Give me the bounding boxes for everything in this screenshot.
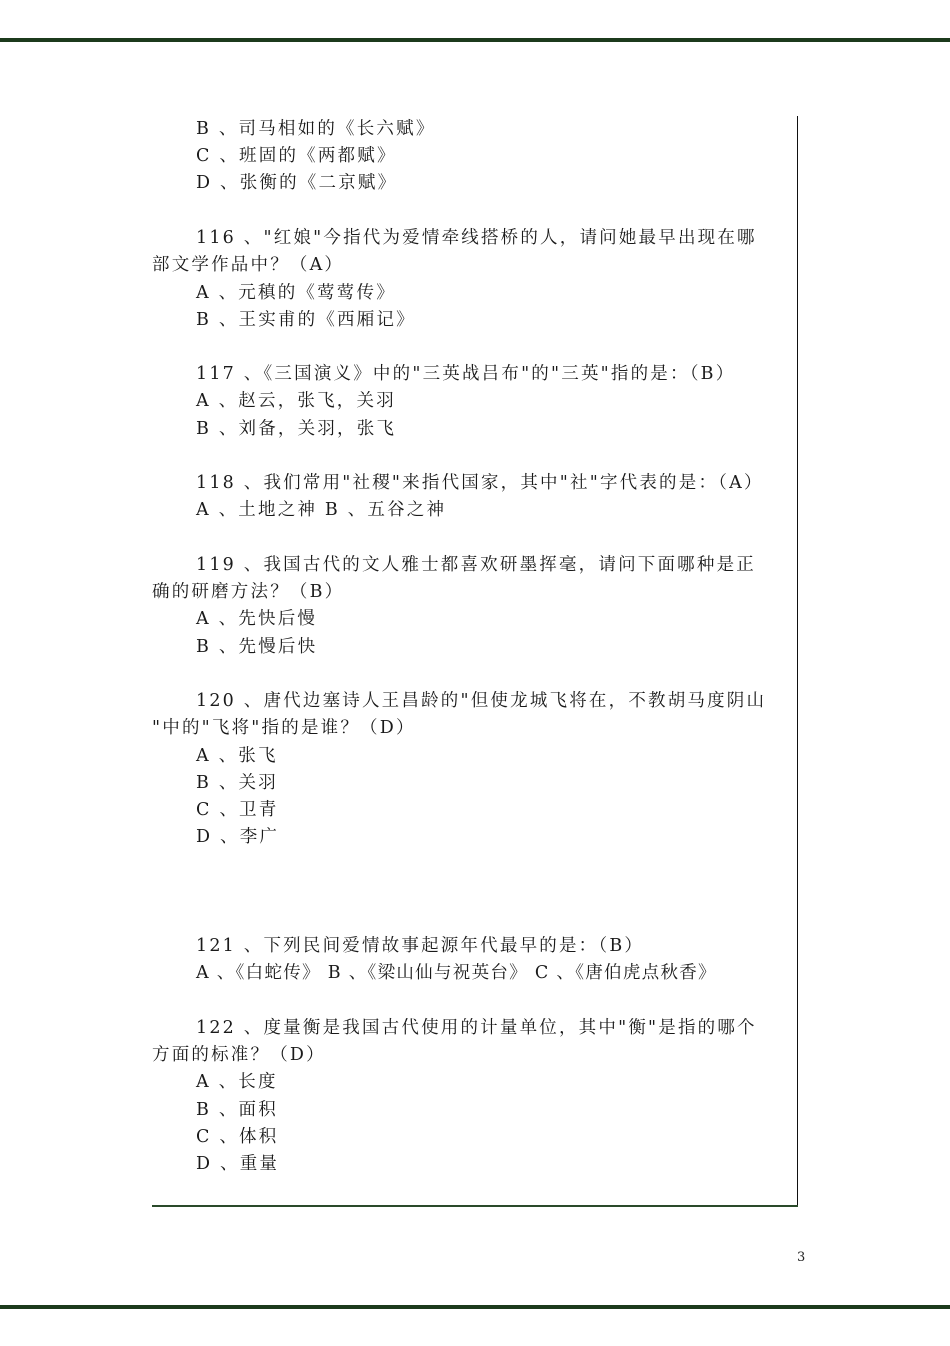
question-119: 119 、我国古代的文人雅士都喜欢研墨挥毫，请问下面哪种是正	[196, 555, 756, 575]
option-line: B 、司马相如的《长六赋》	[196, 119, 436, 139]
option-line: C 、卫青	[196, 800, 279, 820]
option-line: D 、重量	[196, 1154, 280, 1174]
option-line: B 、面积	[196, 1100, 278, 1120]
question-119-cont: 确的研磨方法？（B）	[152, 582, 345, 602]
option-line: D 、张衡的《二京赋》	[196, 173, 398, 193]
question-120-cont: "中的"飞将"指的是谁？（D）	[152, 718, 416, 738]
option-line: A 、《白蛇传》 B 、《梁山仙与祝英台》 C 、《唐伯虎点秋香》	[196, 963, 717, 983]
option-line: A 、张飞	[196, 746, 278, 766]
question-117: 117 、《三国演义》中的"三英战吕布"的"三英"指的是：（B）	[196, 364, 736, 384]
right-margin-line	[797, 116, 798, 1206]
page-number: 3	[797, 1250, 806, 1265]
option-line: B 、先慢后快	[196, 637, 318, 657]
bottom-margin-line	[152, 1205, 798, 1207]
question-122-cont: 方面的标准？（D）	[152, 1045, 326, 1065]
question-122: 122 、度量衡是我国古代使用的计量单位，其中"衡"是指的哪个	[196, 1018, 757, 1038]
option-line: C 、体积	[196, 1127, 279, 1147]
option-line: B 、王实甫的《西厢记》	[196, 310, 416, 330]
option-line: A 、土地之神 B 、五谷之神	[196, 500, 447, 520]
option-line: C 、班固的《两都赋》	[196, 146, 397, 166]
option-line: B 、关羽	[196, 773, 278, 793]
top-border-rule	[0, 38, 950, 42]
question-116: 116 、"红娘"今指代为爱情牵线搭桥的人，请问她最早出现在哪	[196, 228, 757, 248]
question-120: 120 、唐代边塞诗人王昌龄的"但使龙城飞将在，不教胡马度阴山	[196, 691, 767, 711]
option-line: A 、元稹的《莺莺传》	[196, 283, 396, 303]
option-line: D 、李广	[196, 827, 280, 847]
option-line: A 、先快后慢	[196, 609, 318, 629]
option-line: A 、长度	[196, 1072, 278, 1092]
bottom-border-rule	[0, 1305, 950, 1309]
option-line: B 、刘备，关羽，张飞	[196, 419, 397, 439]
question-116-cont: 部文学作品中？（A）	[152, 255, 345, 275]
option-line: A 、赵云，张飞，关羽	[196, 391, 396, 411]
question-118: 118 、我们常用"社稷"来指代国家，其中"社"字代表的是：（A）	[196, 473, 764, 493]
question-121: 121 、下列民间爱情故事起源年代最早的是：（B）	[196, 936, 645, 956]
